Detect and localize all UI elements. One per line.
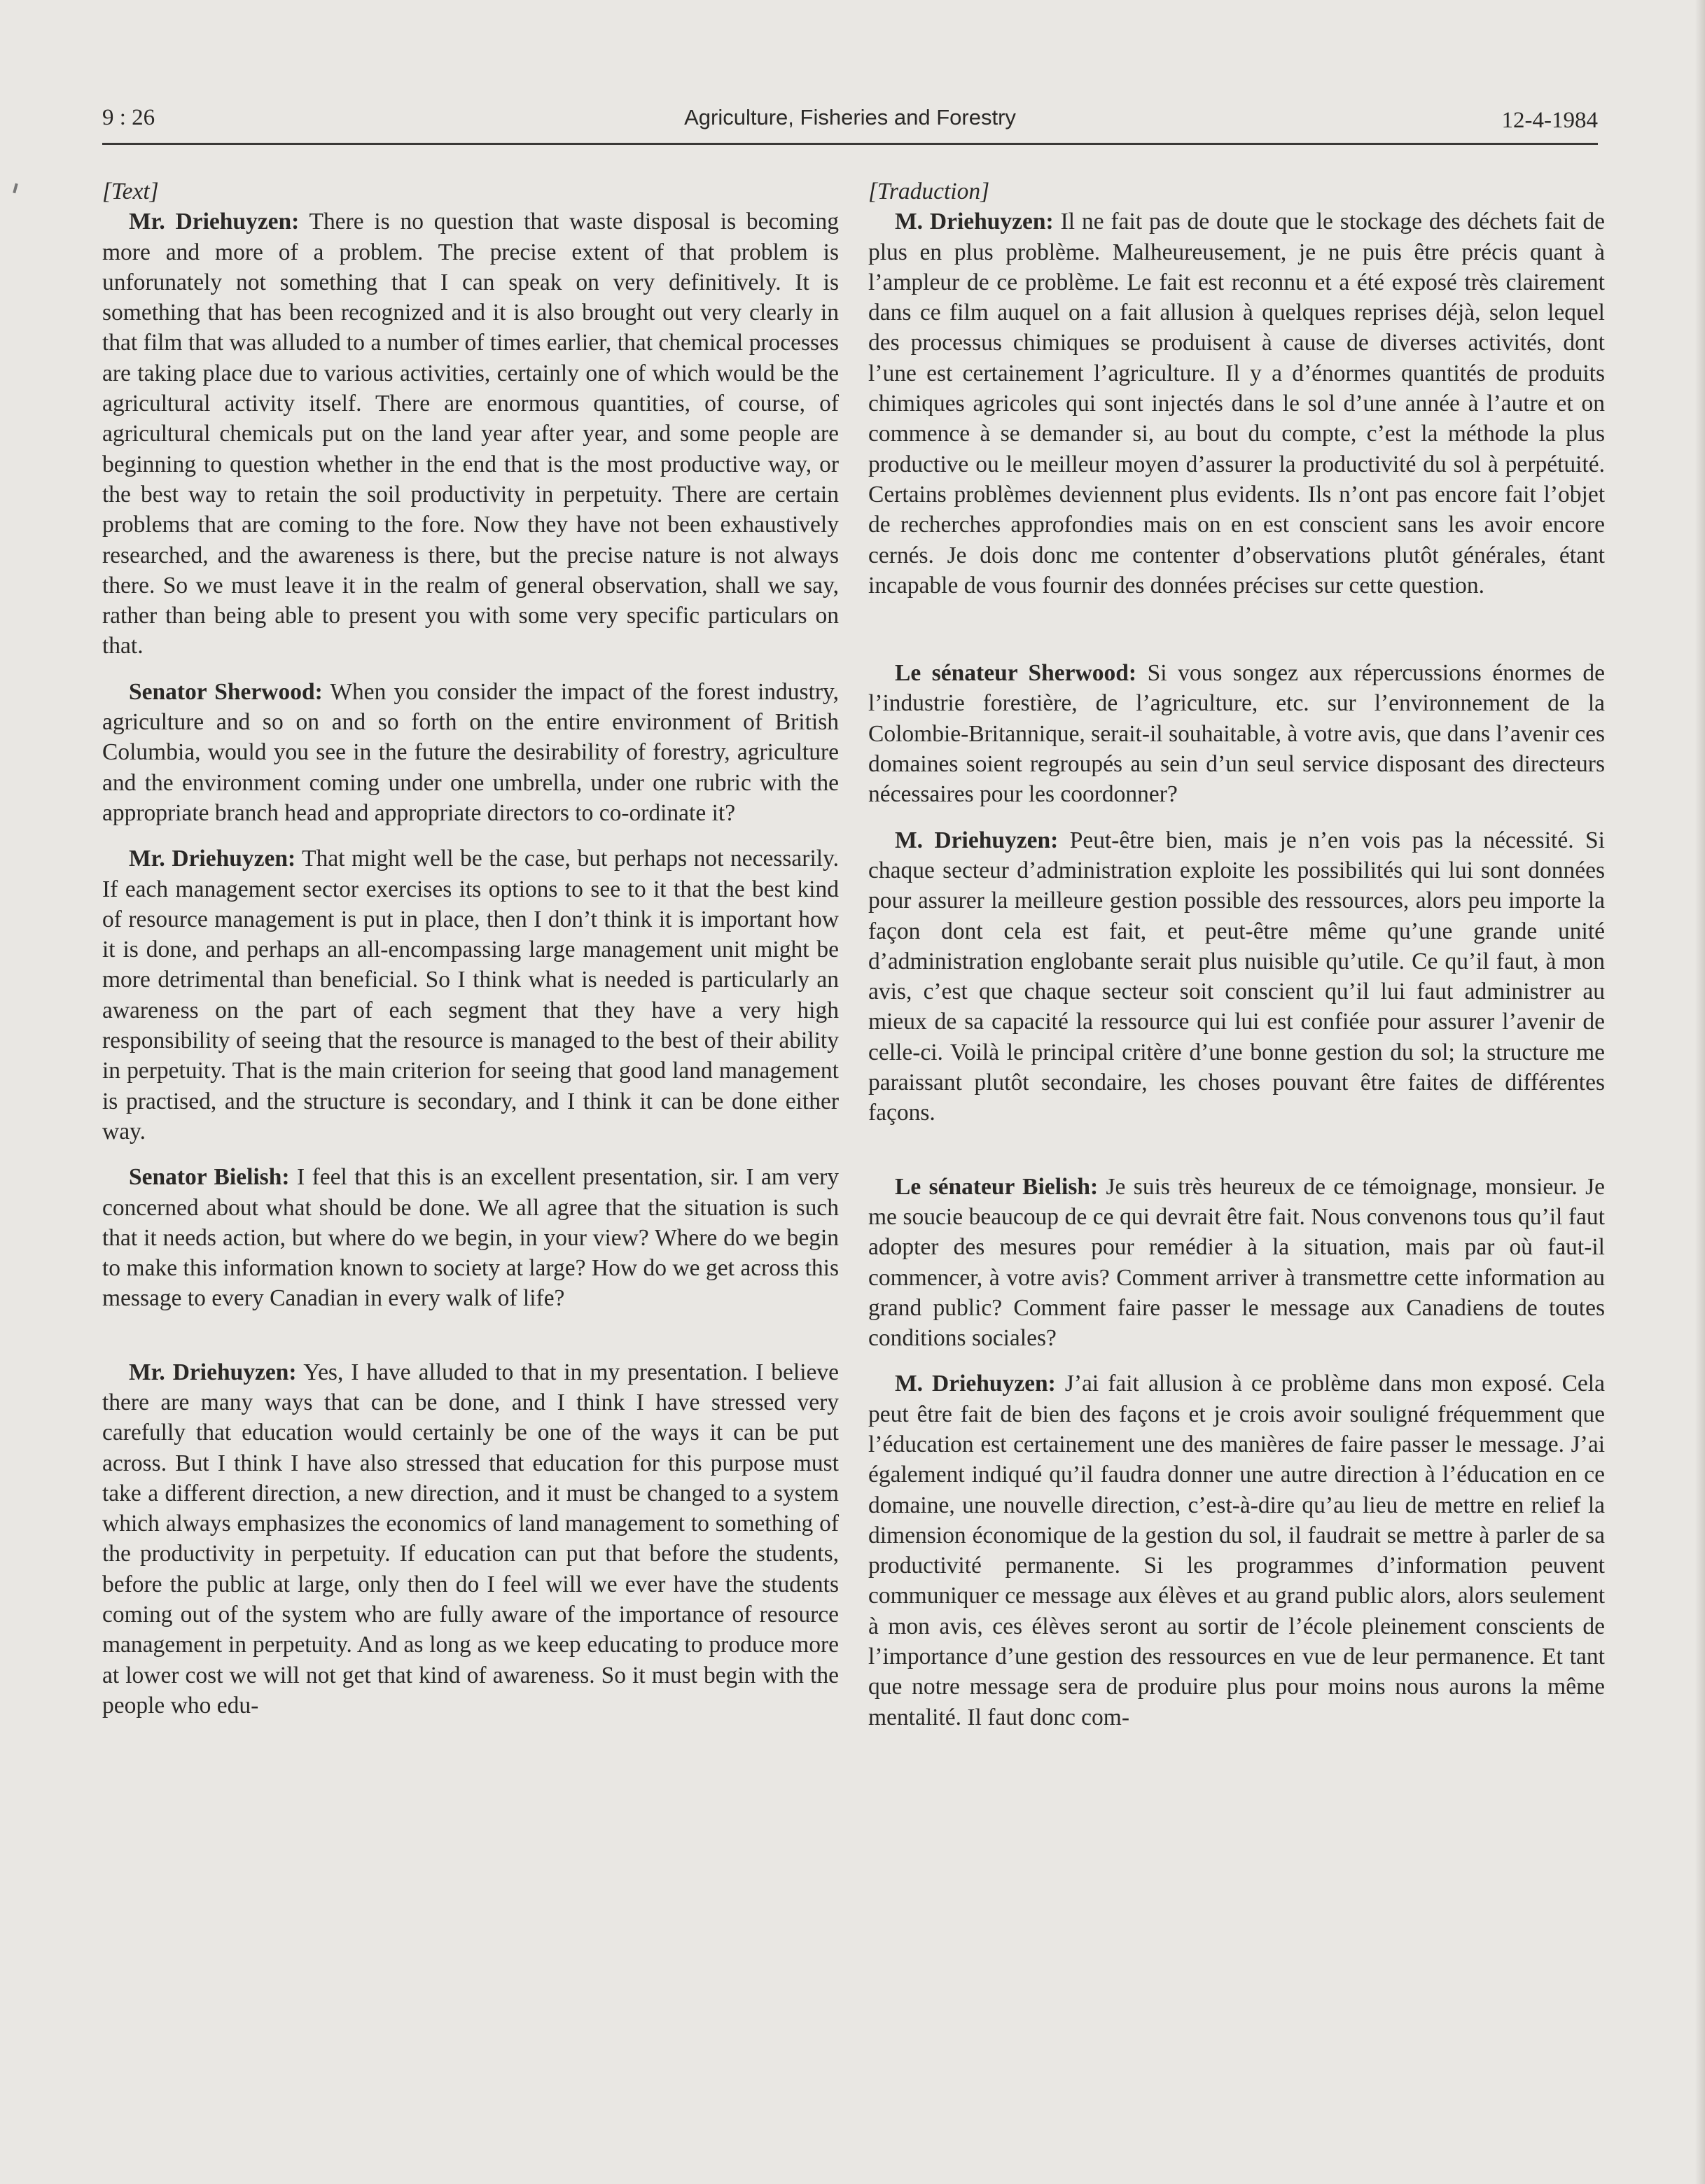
spacer: [868, 616, 1605, 658]
paragraph: M. Driehuyzen: Il ne fait pas de doute que le stockage des déchets fait de plus en plus problème. Malheureusement, je ne puis être précis quant à l’ampleur de ce problème. Le fait est reconnu et a été exposé très clairement dans ce film auquel on a fait allusion à quelques reprises déjà, selon lequel des processus chimiques se produisent à cause de diverses activités, dont l’une est certainement l’agriculture. Il y a d’énormes quantités de produits chimiques agricoles qui sont injectés dans le sol d’une année à l’autre et on commence à se demander si, au bout du compte, c’est la méthode la plus productive ou le meilleur moyen d’assurer la productivité du sol à perpétuité. Certains problèmes deviennent plus evidents. Ils n’ont pas encore fait l’objet de recherches approfondies mais on en est conscient sans les avoir encore cernés. Je dois donc me contenter d’observations plutôt générales, étant incapable de vous fournir des données précises sur cette question.: [868, 209, 1605, 598]
running-header: [102, 105, 1598, 145]
paragraph: Senator Sherwood: When you consider the impact of the forest industry, agriculture and so on and so forth on the entire environment of British Columbia, would you see in the future the desirability of forestry, agriculture and the environment coming under one umbrella, under one rubric with the appropriate branch head and appropriate directors to co-ordinate it?: [102, 678, 839, 826]
paragraph: Le sénateur Sherwood: Si vous songez aux répercussions énormes de l’industrie forestière, de l’agriculture, etc. sur l’environnement de la Colombie-Britannique, serait-il souhaitable, à votre avis, que dans l’avenir ces domaines soient regroupés au sein d’un seul service disposant des directeurs nécessaires pour les coordonner?: [868, 660, 1606, 808]
paragraph: Senator Bielish: I feel that this is an excellent presentation, sir. I am very concerned about what should be done. We all agree that the situation is such that it needs action, but where do we begin, in your view? Where do we begin to make this information known to society at large? How do we get across this message to every Canadian in every walk of life?: [102, 1164, 839, 1312]
spacer: [102, 1329, 839, 1357]
section-tag: [Text]: [102, 178, 159, 204]
margin-mark: [13, 183, 18, 194]
paragraph: Le sénateur Bielish: Je suis très heureux de ce témoignage, monsieur. Je me soucie beaucoup de ce qui devrait être fait. Nous convenons tous qu’il faut adopter des mesures pour remédier à la situation, mais par où faut-il commencer, à votre avis? Comment arriver à transmettre cette information au grand public? Comment faire passer le message aux Canadiens de toutes conditions sociales?: [868, 1173, 1605, 1352]
english-column: [102, 176, 839, 1736]
paragraph: M. Driehuyzen: J’ai fait allusion à ce problème dans mon exposé. Cela peut être fait de bien des façons et je crois avoir souligné fréquemment que l’éducation est certainement une des manières de faire passer le message. J’ai également indiqué qu’il faudra donner une autre direction à l’éducation en ce domaine, une nouvelle direction, c’est-à-dire qu’au lieu de mettre en relief la dimension économique de la gestion du sol, il faudrait se mettre à parler de sa productivité permanente. Si les programmes d’information peuvent communiquer ce message aux élèves et au grand public alors, alors seulement à mon avis, ces élèves seront au sortir de l’école pleinement conscients de l’importance d’une gestion des ressources en vue de leur permanence. Et tant que notre message sera de produire plus pour moins nous aurons la même mentalité. Il faut donc com-: [868, 1371, 1605, 1730]
paragraph: Mr. Driehuyzen: There is no question that waste disposal is becoming more and more of a problem. The precise extent of that problem is unforunately not something that I can speak on very definitively. It is something that has been recognized and it is also brought out very clearly in that film that was alluded to a number of times earlier, that chemical processes are taking place due to various activities, certainly one of which would be the agricultural activity itself. There are enormous quantities, of course, of agricultural chemicals put on the land year after year, and some people are beginning to question whether in the end that is the most productive way, or the best way to retain the soil productivity in perpetuity. There are certain problems that are coming to the fore. Now they have not been exhaustively researched, and the awareness is there, but the precise nature is not always there. So we must leave it in the realm of general observation, shall we say, rather than being able to present you with some very specific particulars on that.: [102, 209, 839, 659]
header-date: 12-4-1984: [1501, 108, 1598, 133]
paragraph: Mr. Driehuyzen: Yes, I have alluded to that in my presentation. I believe there are many ways that can be done, and I think I have stressed very carefully that education would certainly be one of the ways it can be put across. But I think I have also stressed that education for this purpose must take a different direction, a new direction, and it must be changed to a system which always emphasizes the economics of land management to something of the productivity in perpetuity. If education can put that before the students, before the public at large, only then do I feel will we ever have the students coming out of the system who are fully aware of the importance of resource management in perpetuity. And as long as we keep educating to produce more at lower cost we will not get that kind of awareness. So it must begin with the people who edu-: [102, 1359, 839, 1718]
spacer: [868, 1144, 1605, 1172]
section-tag: [Traduction]: [868, 178, 990, 204]
paragraph: M. Driehuyzen: Peut-être bien, mais je n’en vois pas la nécessité. Si chaque secteur d’administration exploite les possibilités qui lui sont données pour assurer la meilleure gestion possible des ressources, alors peu importe la façon dont cela est fait, et peut-être même qu’une grande unité d’administration englobante serait plus nuisible qu’utile. Ce qu’il faut, à mon avis, c’est que chaque secteur soit conscient qu’il lui faut administrer au mieux de sa capacité la ressource qui lui est confiée pour assurer l’avenir de celle-ci. Voilà le principal critère d’une bonne gestion du sol; la structure me paraissant plutôt secondaire, les choses pouvant être faites de différentes façons.: [868, 827, 1605, 1126]
header-title: Agriculture, Fisheries and Forestry: [684, 105, 1016, 130]
page-number: 9 : 26: [102, 105, 155, 130]
page-edge: [1695, 0, 1705, 2184]
paragraph: Mr. Driehuyzen: That might well be the case, but perhaps not necessarily. If each management sector exercises its options to see to it that the best kind of resource management is put in place, then I don’t think it is important how it is done, and perhaps an all-encompassing large management unit might be more detrimental than beneficial. So I think what is needed is particularly an awareness on the part of each segment that they have a very high responsibility of seeing that the resource is managed to the best of their ability in perpetuity. That is the main criterion for seeing that good land management is practised, and the structure is secondary, and I think it can be done either way.: [102, 846, 840, 1144]
french-column: [868, 176, 1605, 1748]
